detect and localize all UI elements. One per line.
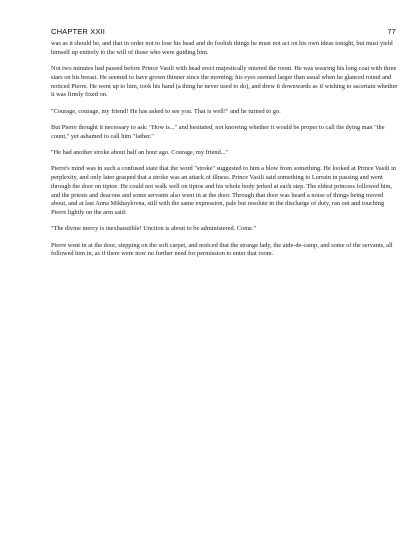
paragraph: But Pierre thought it necessary to ask: "How is..." and hesitated, not knowing whether it would be proper to call the dying man "the count," yet ashamed to call him "father."	[51, 123, 385, 140]
paragraph: "The divine mercy is inexhaustible! Unction is about to be administered. Come."	[51, 225, 257, 233]
paragraph: Pierre's mind was in such a confused state that the word "stroke" suggested to him a blow from something. He looked at Prince Vasili in perplexity, and only later grasped that a stroke was an attack of illness. Prince Vasili said something to Lorrain in passing and went through the door on tiptoe. He could not walk well on tiptoe and his whole body jerked at each step. The eldest princess followed him, and the priests and deacons and some servants also went in at the door. Through that door was heard a noise of things being moved about, and at last Anna Mikhaylovna, still with the same expression, pale but resolute in the discharge of duty, ran out and touching Pierre lightly on the arm said:	[51, 165, 397, 216]
paragraph: "He had another stroke about half an hour ago. Courage, my friend..."	[51, 149, 229, 157]
page-number: 77	[387, 27, 396, 36]
paragraph: "Courage, courage, my friend! He has asked to see you. That is well!" and he turned to go.	[51, 107, 281, 115]
running-header	[51, 27, 396, 39]
chapter-body	[51, 40, 399, 267]
paragraph: Pierre went in at the door, stepping on the soft carpet, and noticed that the strange lady, the aide-de-camp, and some of the servants, all followed him in, as if there were now no further need for permission to enter that room.	[51, 241, 393, 258]
chapter-title: CHAPTER XXII	[51, 27, 105, 36]
paragraph: was as it should be, and that in order not to lose his head and do foolish things he must not act on his own ideas tonight, but must yield himself up entirely to the will of those who were guiding him.	[51, 40, 393, 56]
paragraph: Not two minutes had passed before Prince Vasili with head erect majestically entered the room. He was wearing his long coat with three stars on his breast. He seemed to have grown thinner since the morning; his eyes seemed larger than usual when he glanced round and noticed Pierre. He went up to him, took his hand (a thing he never used to do), and drew it downwards as if wishing to ascertain whether it was firmly fixed on.	[51, 65, 398, 99]
